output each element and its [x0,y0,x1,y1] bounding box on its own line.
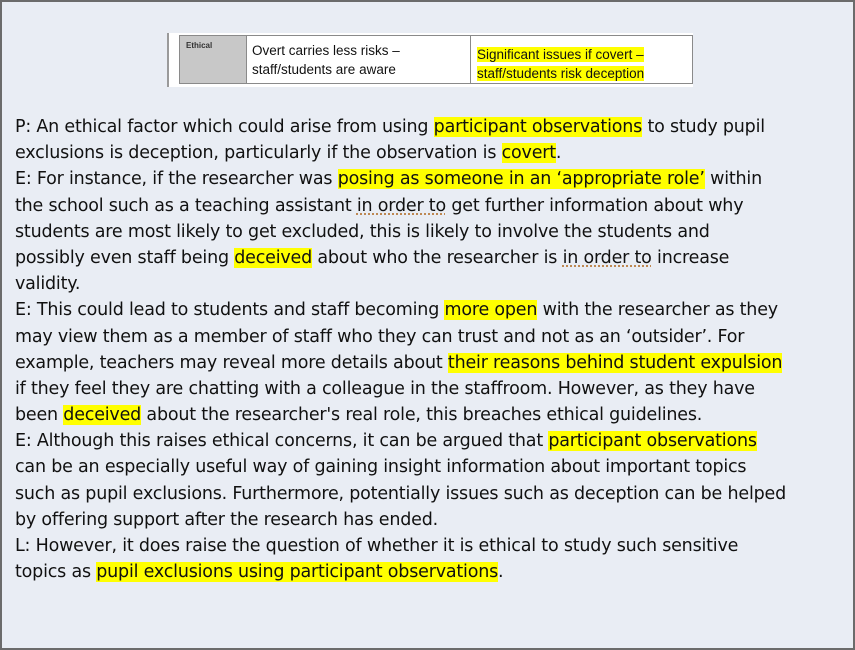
essay-line [15,428,850,454]
essay-line [15,140,850,166]
highlighted-phrase: participant observations [548,431,757,452]
essay-text-run: been [15,405,64,426]
essay-text-run: P: An ethical factor which could arise from using [15,117,434,137]
essay-text-run: about the researcher's real role, this breaches ethical guidelines. [141,405,703,426]
table-covert-cell [471,35,693,84]
essay-line [15,166,850,192]
essay-text-run: students are most likely to get excluded, this is likely to involve the students and [15,221,710,242]
essay-text-run: exclusions is deception, particularly if the observation is [15,143,502,164]
essay-text-run: topics as [15,562,97,583]
essay-line [15,533,850,559]
highlighted-phrase: more open [444,300,538,321]
essay-text-run: possibly even staff being [15,247,235,268]
essay-text-run: . [555,143,562,164]
essay-line [15,114,850,140]
essay-line [15,297,850,323]
essay-text-run: to study pupil [642,117,765,137]
essay-text-run: example, teachers may reveal more details about [15,352,448,373]
highlighted-phrase: posing as someone in an ‘appropriate role’ [337,169,705,190]
table-overt-cell [247,35,471,84]
essay-line [15,507,850,533]
essay-line [15,219,850,245]
table-overt-line-2: staff/students are aware [252,62,396,77]
essay-line [15,402,850,428]
essay-line [15,193,850,219]
essay-text-run: get further information about why [445,195,744,216]
essay-text-run: such as pupil exclusions. Furthermore, potentially issues such as deception can be helped [15,483,786,504]
essay-text-run: . [498,562,504,583]
table-snippet [167,33,693,87]
highlighted-phrase: covert [501,143,556,164]
essay-text-run: within [704,169,762,190]
table-covert-line-1: Significant issues if covert – [477,47,644,62]
essay-text-run: increase [651,247,730,268]
essay-line [15,376,850,402]
essay-text [15,114,850,585]
essay-text-run: validity. [15,274,81,295]
essay-line [15,559,850,585]
highlighted-phrase: pupil exclusions using participant observations [96,562,499,583]
essay-text-run: if they feel they are chatting with a colleague in the staffroom. However, as they have [15,378,755,399]
essay-text-run: with the researcher as they [537,300,778,321]
essay-text-run: about who the researcher is [312,247,563,268]
highlighted-phrase: participant observations [433,117,643,137]
essay-text-run: E: For instance, if the researcher was [15,169,338,190]
essay-text-run: by offering support after the research has ended. [15,509,439,530]
table-overt-line-1: Overt carries less risks – [252,43,400,58]
essay-text-run: may view them as a member of staff who they can trust and not as an ‘outsider’. For [15,326,745,347]
table-row-label: Ethical [186,41,213,50]
essay-text-run: L: However, it does raise the question of whether it is ethical to study such sensitive [15,536,739,556]
flagged-phrase: in order to [562,247,652,268]
essay-line [15,454,850,480]
highlighted-phrase: deceived [63,405,142,426]
essay-text-run: the school such as a teaching assistant [15,195,357,216]
table-covert-line-2: staff/students risk deception [477,66,645,81]
essay-line [15,271,850,297]
highlighted-phrase: deceived [234,247,312,268]
essay-text-run: E: Although this raises ethical concerns, it can be argued that [15,431,549,452]
flagged-phrase: in order to [356,195,446,216]
table-row-label-cell [179,35,247,84]
essay-text-run: E: This could lead to students and staff becoming [15,300,445,321]
highlighted-phrase: their reasons behind student expulsion [447,352,783,373]
essay-line [15,350,850,376]
essay-line [15,324,850,350]
essay-line [15,481,850,507]
essay-line [15,245,850,271]
essay-text-run: can be an especially useful way of gaining insight information about important topics [15,457,747,478]
